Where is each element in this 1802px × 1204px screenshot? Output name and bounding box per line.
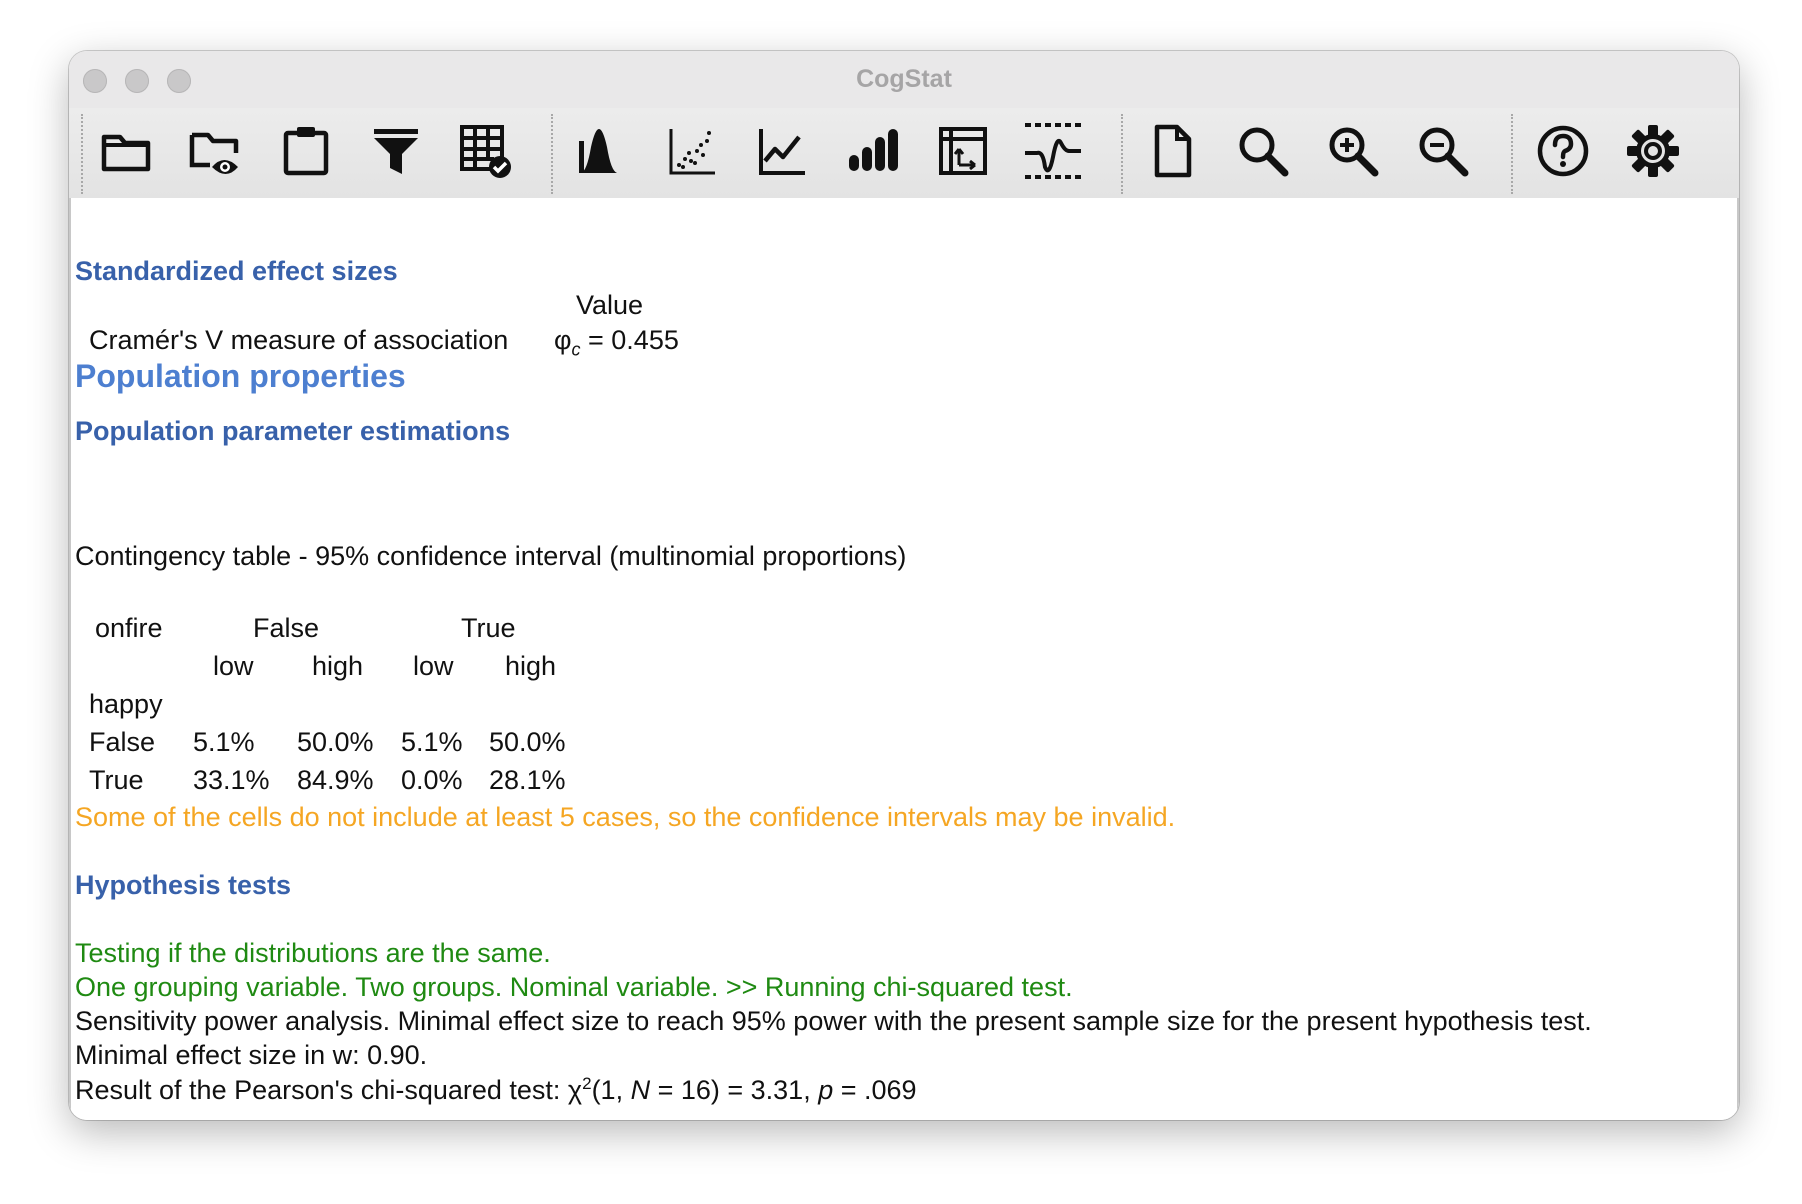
table-subheader: high xyxy=(312,651,364,681)
table-row-label: True xyxy=(89,765,144,795)
table-row-label: False xyxy=(89,727,156,757)
table-cell: 5.1% xyxy=(193,727,255,757)
reliability-icon xyxy=(1023,121,1083,181)
explore-relation-icon xyxy=(663,121,723,181)
open-data-button[interactable] xyxy=(95,120,157,182)
search-button[interactable] xyxy=(1232,120,1294,182)
reliability-button[interactable] xyxy=(1022,120,1084,182)
explore-relation-button[interactable] xyxy=(662,120,724,182)
table-cell: 33.1% xyxy=(193,765,270,795)
pivot-table-icon xyxy=(933,121,993,181)
table-cell: 50.0% xyxy=(297,727,374,757)
toolbar-separator xyxy=(1121,114,1123,194)
chi-squared-result: Result of the Pearson's chi-squared test: $\chi^2(1$, N = 16) = 3.31, p = .069 xyxy=(75,1074,917,1105)
table-cell: 0.0% xyxy=(401,765,463,795)
results-pane[interactable] xyxy=(69,198,1739,1120)
toolbar-grip xyxy=(81,114,83,194)
new-document-button[interactable] xyxy=(1142,120,1204,182)
effect-value-header: Value xyxy=(576,290,644,320)
reload-data-icon xyxy=(456,121,516,181)
zoom-out-icon xyxy=(1413,121,1473,181)
search-icon xyxy=(1233,121,1293,181)
window-title: CogStat xyxy=(856,65,952,93)
help-button[interactable] xyxy=(1532,120,1594,182)
explore-variable-button[interactable] xyxy=(572,120,634,182)
table-corner-label: onfire xyxy=(95,613,163,643)
table-cell: 84.9% xyxy=(297,765,374,795)
open-data-icon xyxy=(96,121,156,181)
regression-button[interactable] xyxy=(752,120,814,182)
filter-button[interactable] xyxy=(365,120,427,182)
table-cell: 50.0% xyxy=(489,727,566,757)
explore-variable-icon xyxy=(573,121,633,181)
population-estimations-heading: Population parameter estimations xyxy=(75,416,511,446)
title-bar xyxy=(69,51,1739,108)
info-line: Testing if the distributions are the same. xyxy=(75,938,551,968)
ci-warning-text: Some of the cells do not include at least 5 cases, so the confidence intervals may be invalid. xyxy=(75,802,1176,832)
app-window xyxy=(69,51,1739,1120)
table-cell: 5.1% xyxy=(401,727,463,757)
table-col-group-true: True xyxy=(461,613,516,643)
compare-groups-icon xyxy=(843,121,903,181)
minimal-effect-text: Minimal effect size in w: 0.90. xyxy=(75,1040,428,1070)
table-subheader: low xyxy=(413,651,454,681)
regression-icon xyxy=(753,121,813,181)
help-icon xyxy=(1533,121,1593,181)
ci-table-title: Contingency table - 95% confidence interval (multinomial proportions) xyxy=(75,541,907,571)
pivot-table-button[interactable] xyxy=(932,120,994,182)
paste-data-icon xyxy=(276,121,336,181)
view-data-button[interactable] xyxy=(185,120,247,182)
table-cell: 28.1% xyxy=(489,765,566,795)
table-col-group-false: False xyxy=(253,613,320,643)
toolbar-separator xyxy=(551,114,553,194)
population-properties-heading: Population properties xyxy=(75,358,406,394)
zoom-out-button[interactable] xyxy=(1412,120,1474,182)
effect-sizes-heading: Standardized effect sizes xyxy=(75,256,398,286)
table-row-variable: happy xyxy=(89,689,163,719)
settings-icon xyxy=(1623,121,1683,181)
settings-button[interactable] xyxy=(1622,120,1684,182)
zoom-in-button[interactable] xyxy=(1322,120,1384,182)
table-subheader: high xyxy=(505,651,557,681)
view-data-icon xyxy=(186,121,246,181)
new-document-icon xyxy=(1143,121,1203,181)
paste-data-button[interactable] xyxy=(275,120,337,182)
info-line: One grouping variable. Two groups. Nominal variable. >> Running chi-squared test. xyxy=(75,972,1073,1002)
filter-icon xyxy=(366,121,426,181)
toolbar-separator xyxy=(1511,114,1513,194)
reload-data-button[interactable] xyxy=(455,120,517,182)
cramers-v-label: Cramér's V measure of association xyxy=(89,325,509,355)
table-subheader: low xyxy=(213,651,254,681)
hypothesis-tests-heading: Hypothesis tests xyxy=(75,870,292,900)
compare-groups-button[interactable] xyxy=(842,120,904,182)
zoom-in-icon xyxy=(1323,121,1383,181)
cramers-v-value: $\varphi_c = 0.455$ xyxy=(554,325,679,360)
power-analysis-text: Sensitivity power analysis. Minimal effect size to reach 95% power with the present sample size for the present hypothesis test. xyxy=(75,1006,1592,1036)
